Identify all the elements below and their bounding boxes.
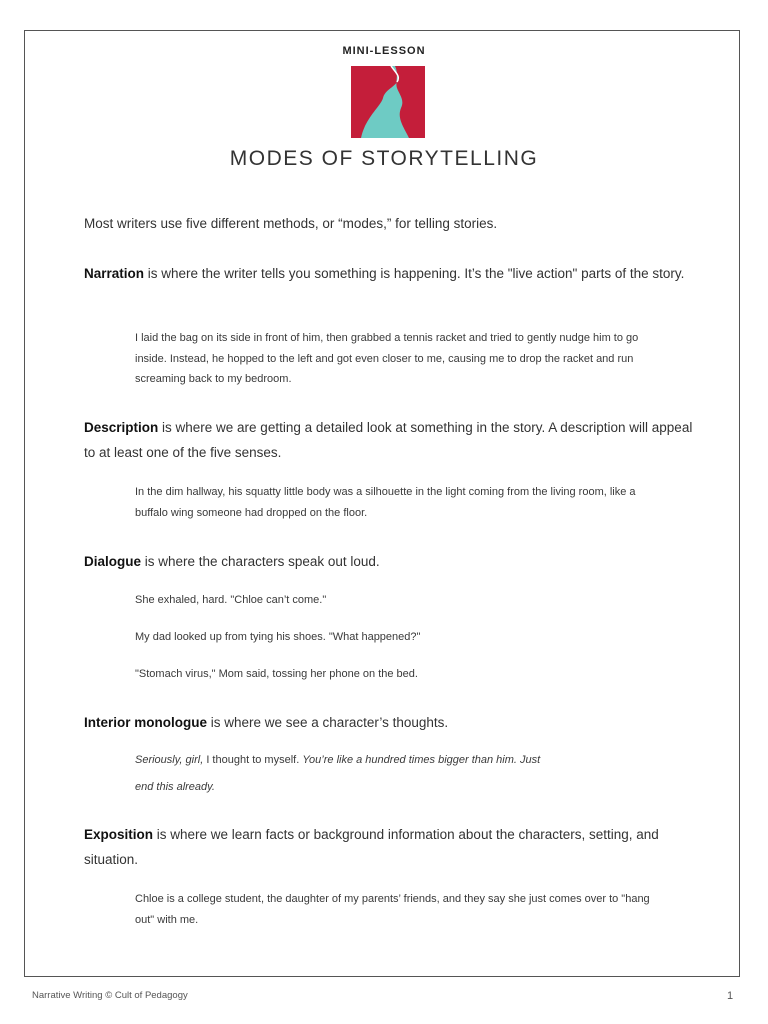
description-paragraph xyxy=(84,415,694,465)
monologue-part-2: I thought to myself. xyxy=(203,754,303,766)
interior-monologue-term: Interior monologue xyxy=(84,715,207,730)
road-icon xyxy=(351,66,425,138)
page-number: 1 xyxy=(727,990,734,1002)
interior-monologue-paragraph xyxy=(84,710,694,735)
dialogue-definition: is where the characters speak out loud. xyxy=(141,554,380,569)
narration-term: Narration xyxy=(84,266,145,281)
description-example: In the dim hallway, his squatty little body was a silhouette in the light coming from the living room, like a buffalo wing someone had dropped on the floor. xyxy=(135,486,636,519)
monologue-part-4: end this already. xyxy=(135,781,215,793)
intro-text: Most writers use five different methods, or “modes,” for telling stories. xyxy=(84,216,498,231)
mini-lesson-kicker: MINI-LESSON xyxy=(342,45,426,57)
page-title: MODES OF STORYTELLING xyxy=(229,147,539,170)
interior-monologue-definition: is where we see a character’s thoughts. xyxy=(207,715,449,730)
monologue-part-3: You’re like a hundred times bigger than him. Just xyxy=(302,754,541,766)
monologue-part-1: Seriously, girl, xyxy=(135,754,204,766)
footer-credit: Narrative Writing © Cult of Pedagogy xyxy=(32,990,188,1001)
narration-example: I laid the bag on its side in front of him, then grabbed a tennis racket and tried to gently nudge him to go inside. Instead, he hopped to the left and got even closer to me, causing me to drop the racket and run screaming back to my bedroom. xyxy=(135,332,639,385)
narration-paragraph xyxy=(84,261,694,286)
description-term: Description xyxy=(84,420,159,435)
narration-definition: is where the writer tells you something is happening. It’s the "live action" parts of the story. xyxy=(144,266,685,281)
dialogue-example-2: My dad looked up from tying his shoes. "What happened?" xyxy=(135,631,421,643)
interior-monologue-example xyxy=(135,747,655,801)
dialogue-paragraph xyxy=(84,549,694,574)
dialogue-example-1: She exhaled, hard. "Chloe can’t come." xyxy=(135,594,327,606)
exposition-term: Exposition xyxy=(84,827,154,842)
dialogue-example-3: "Stomach virus," Mom said, tossing her phone on the bed. xyxy=(135,668,418,680)
dialogue-term: Dialogue xyxy=(84,554,142,569)
exposition-example: Chloe is a college student, the daughter of my parents’ friends, and they say she just comes over to "hang out" with me. xyxy=(135,893,650,926)
exposition-paragraph xyxy=(84,822,694,872)
exposition-definition: is where we learn facts or background information about the characters, setting, and situation. xyxy=(84,827,659,867)
description-definition: is where we are getting a detailed look at something in the story. A description will appeal to at least one of the five senses. xyxy=(84,420,693,460)
